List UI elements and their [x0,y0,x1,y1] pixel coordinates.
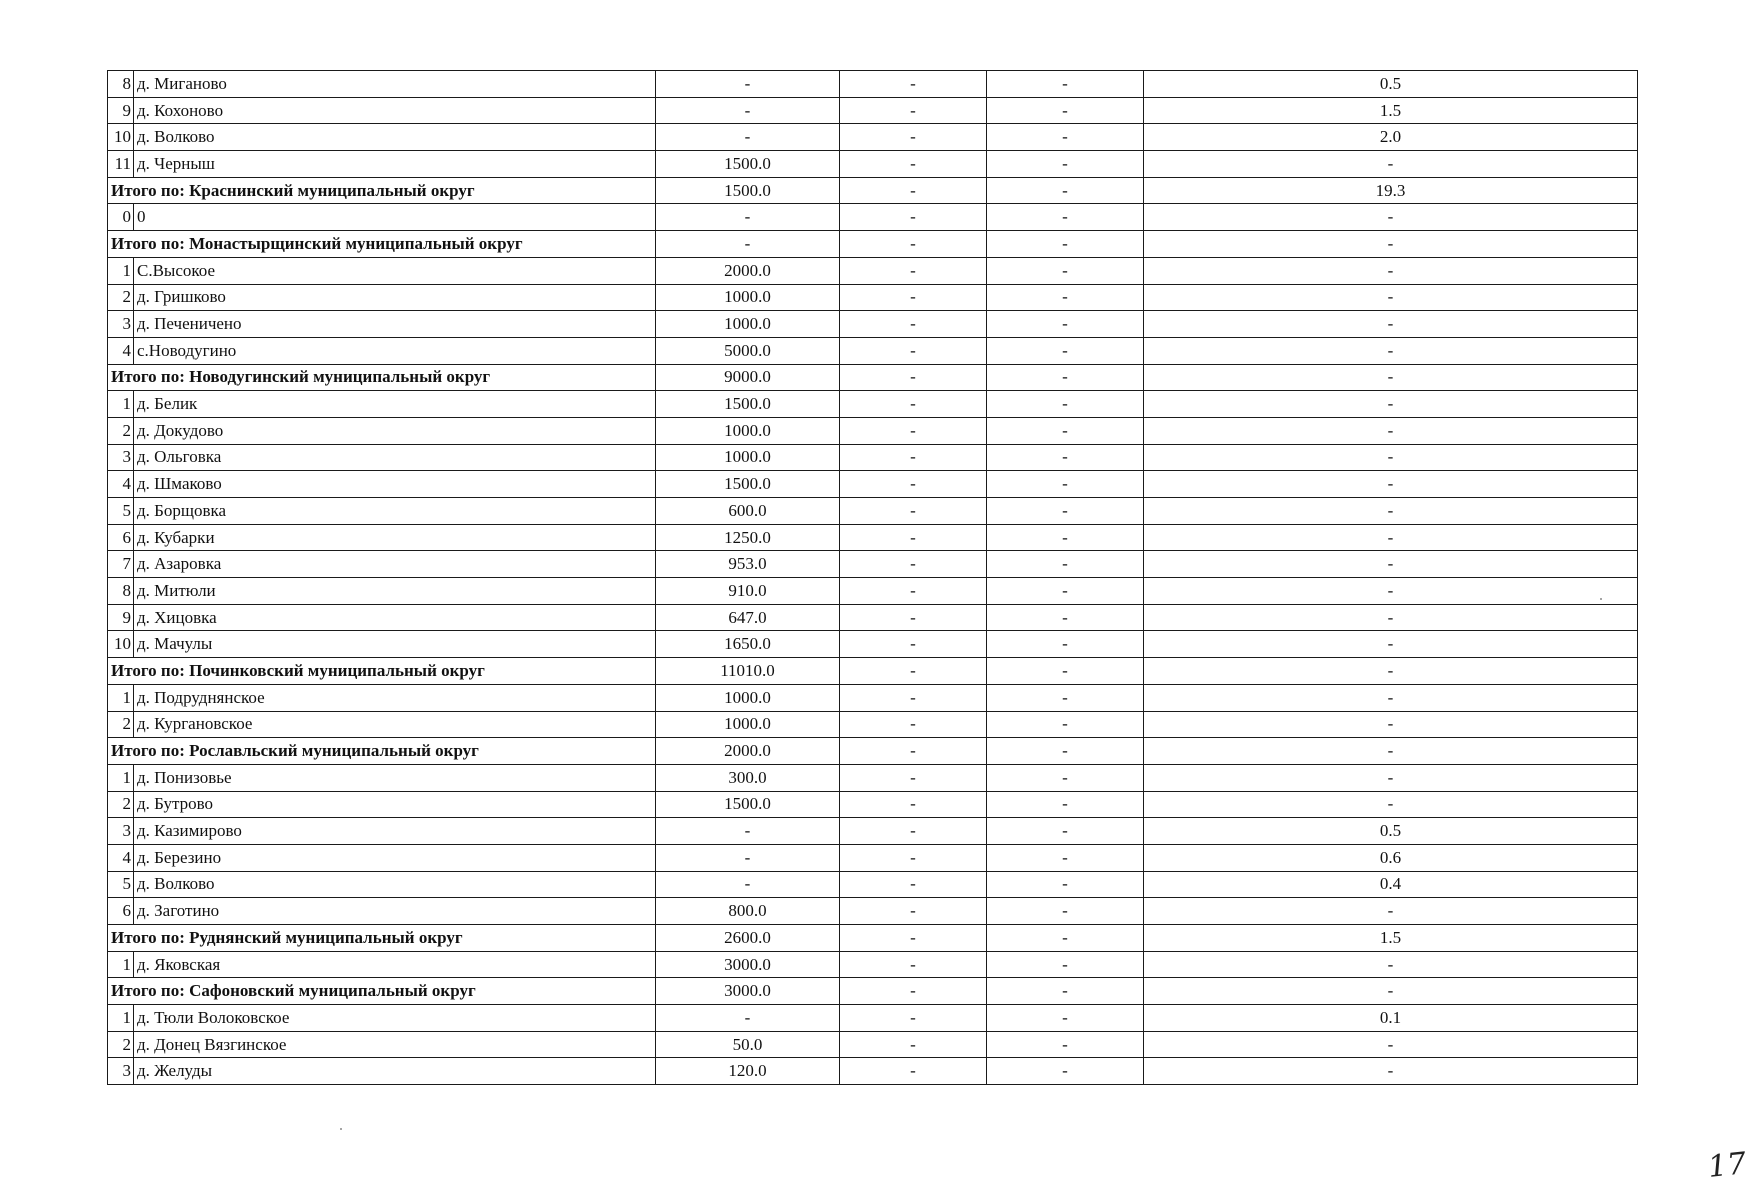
value-cell-2: - [840,551,987,578]
value-cell-3: - [987,818,1144,845]
table-row [108,604,1638,631]
value-cell-1: 300.0 [656,764,840,791]
value-cell-1: - [656,231,840,258]
value-cell-3: - [987,711,1144,738]
value-cell-1: 11010.0 [656,658,840,685]
settlement-name-cell: д. Докудово [134,417,656,444]
table-row [108,524,1638,551]
row-number-cell: 3 [108,818,134,845]
value-cell-4: 0.5 [1144,71,1638,98]
settlement-name-cell: 0 [134,204,656,231]
value-cell-4: 2.0 [1144,124,1638,151]
value-cell-4: - [1144,631,1638,658]
settlement-name-cell: д. Кургановское [134,711,656,738]
row-number-cell: 5 [108,498,134,525]
row-number-cell: 1 [108,391,134,418]
settlement-name-cell: д. Миганово [134,71,656,98]
value-cell-4: - [1144,738,1638,765]
total-row [108,978,1638,1005]
value-cell-1: 1000.0 [656,284,840,311]
value-cell-3: - [987,871,1144,898]
value-cell-1: - [656,71,840,98]
value-cell-1: 647.0 [656,604,840,631]
table-row [108,284,1638,311]
value-cell-4: - [1144,151,1638,178]
value-cell-2: - [840,337,987,364]
data-table [107,70,1638,1085]
value-cell-2: - [840,844,987,871]
row-number-cell: 8 [108,71,134,98]
table-row [108,898,1638,925]
table-row [108,1031,1638,1058]
table-row [108,444,1638,471]
value-cell-3: - [987,631,1144,658]
value-cell-2: - [840,604,987,631]
value-cell-4: - [1144,444,1638,471]
total-row [108,925,1638,952]
value-cell-1: 120.0 [656,1058,840,1085]
page-number: 17 [1706,1146,1748,1185]
value-cell-4: - [1144,951,1638,978]
table-row [108,551,1638,578]
value-cell-3: - [987,471,1144,498]
value-cell-3: - [987,898,1144,925]
value-cell-3: - [987,738,1144,765]
row-number-cell: 1 [108,951,134,978]
value-cell-2: - [840,738,987,765]
value-cell-1: 800.0 [656,898,840,925]
value-cell-4: - [1144,231,1638,258]
table-row [108,764,1638,791]
value-cell-4: 19.3 [1144,177,1638,204]
table-row [108,337,1638,364]
settlement-name-cell: д. Яковская [134,951,656,978]
value-cell-2: - [840,524,987,551]
row-number-cell: 2 [108,1031,134,1058]
settlement-name-cell: д. Волково [134,871,656,898]
row-number-cell: 3 [108,311,134,338]
total-row [108,177,1638,204]
value-cell-1: 3000.0 [656,951,840,978]
row-number-cell: 4 [108,337,134,364]
settlement-name-cell: С.Высокое [134,257,656,284]
value-cell-3: - [987,1058,1144,1085]
row-number-cell: 7 [108,551,134,578]
table-row [108,631,1638,658]
table-row [108,1005,1638,1032]
settlement-name-cell: д. Волково [134,124,656,151]
value-cell-2: - [840,151,987,178]
value-cell-2: - [840,391,987,418]
value-cell-2: - [840,1058,987,1085]
row-number-cell: 5 [108,871,134,898]
total-row [108,738,1638,765]
value-cell-1: 1500.0 [656,471,840,498]
value-cell-3: - [987,1005,1144,1032]
value-cell-1: 1000.0 [656,417,840,444]
value-cell-4: - [1144,978,1638,1005]
value-cell-2: - [840,818,987,845]
value-cell-4: 0.1 [1144,1005,1638,1032]
value-cell-3: - [987,391,1144,418]
row-number-cell: 10 [108,631,134,658]
value-cell-2: - [840,231,987,258]
value-cell-3: - [987,764,1144,791]
value-cell-4: - [1144,284,1638,311]
value-cell-4: 1.5 [1144,925,1638,952]
settlement-name-cell: д. Борщовка [134,498,656,525]
settlement-name-cell: д. Бутрово [134,791,656,818]
value-cell-3: - [987,231,1144,258]
value-cell-3: - [987,151,1144,178]
value-cell-3: - [987,684,1144,711]
scan-speck [340,1128,342,1130]
table-row [108,204,1638,231]
table-row [108,791,1638,818]
value-cell-2: - [840,871,987,898]
value-cell-4: - [1144,898,1638,925]
value-cell-1: - [656,871,840,898]
value-cell-2: - [840,711,987,738]
value-cell-4: - [1144,417,1638,444]
table-row [108,257,1638,284]
value-cell-2: - [840,498,987,525]
settlement-name-cell: д. Митюли [134,578,656,605]
value-cell-4: - [1144,337,1638,364]
value-cell-4: - [1144,1031,1638,1058]
row-number-cell: 9 [108,97,134,124]
table-row [108,498,1638,525]
value-cell-2: - [840,631,987,658]
settlement-name-cell: д. Казимирово [134,818,656,845]
row-number-cell: 11 [108,151,134,178]
settlement-name-cell: д. Азаровка [134,551,656,578]
row-number-cell: 4 [108,844,134,871]
table-row [108,578,1638,605]
settlement-name-cell: д. Мачулы [134,631,656,658]
table-row [108,871,1638,898]
value-cell-4: - [1144,578,1638,605]
value-cell-1: 953.0 [656,551,840,578]
total-label-cell: Итого по: Сафоновский муниципальный округ [108,978,656,1005]
table-row [108,71,1638,98]
value-cell-1: 1000.0 [656,711,840,738]
value-cell-4: - [1144,257,1638,284]
value-cell-2: - [840,124,987,151]
value-cell-2: - [840,177,987,204]
value-cell-4: - [1144,1058,1638,1085]
value-cell-4: - [1144,658,1638,685]
settlement-name-cell: д. Гришково [134,284,656,311]
value-cell-4: - [1144,391,1638,418]
row-number-cell: 1 [108,257,134,284]
value-cell-2: - [840,417,987,444]
table-row [108,471,1638,498]
table-row [108,684,1638,711]
value-cell-1: - [656,124,840,151]
total-label-cell: Итого по: Монастырщинский муниципальный округ [108,231,656,258]
table-row [108,711,1638,738]
value-cell-4: - [1144,471,1638,498]
total-row [108,364,1638,391]
settlement-name-cell: д. Донец Вязгинское [134,1031,656,1058]
settlement-name-cell: д. Хицовка [134,604,656,631]
value-cell-3: - [987,444,1144,471]
value-cell-1: 3000.0 [656,978,840,1005]
value-cell-4: - [1144,204,1638,231]
table-row [108,951,1638,978]
value-cell-3: - [987,925,1144,952]
value-cell-4: - [1144,311,1638,338]
value-cell-2: - [840,684,987,711]
value-cell-3: - [987,204,1144,231]
value-cell-4: - [1144,791,1638,818]
total-label-cell: Итого по: Рославльский муниципальный округ [108,738,656,765]
total-label-cell: Итого по: Новодугинский муниципальный округ [108,364,656,391]
value-cell-3: - [987,791,1144,818]
row-number-cell: 8 [108,578,134,605]
value-cell-1: 2000.0 [656,738,840,765]
row-number-cell: 1 [108,684,134,711]
value-cell-3: - [987,951,1144,978]
value-cell-3: - [987,311,1144,338]
settlement-name-cell: д. Понизовье [134,764,656,791]
value-cell-3: - [987,551,1144,578]
value-cell-3: - [987,604,1144,631]
value-cell-3: - [987,844,1144,871]
value-cell-4: - [1144,604,1638,631]
settlement-name-cell: д. Тюли Волоковское [134,1005,656,1032]
settlement-name-cell: д. Березино [134,844,656,871]
value-cell-2: - [840,658,987,685]
value-cell-1: 1500.0 [656,151,840,178]
settlement-name-cell: д. Кохоново [134,97,656,124]
row-number-cell: 1 [108,764,134,791]
value-cell-2: - [840,925,987,952]
row-number-cell: 6 [108,898,134,925]
value-cell-1: - [656,97,840,124]
value-cell-2: - [840,578,987,605]
value-cell-3: - [987,177,1144,204]
value-cell-4: 0.4 [1144,871,1638,898]
value-cell-1: 910.0 [656,578,840,605]
row-number-cell: 9 [108,604,134,631]
value-cell-1: - [656,1005,840,1032]
settlement-name-cell: с.Новодугино [134,337,656,364]
row-number-cell: 1 [108,1005,134,1032]
row-number-cell: 3 [108,1058,134,1085]
row-number-cell: 2 [108,284,134,311]
value-cell-4: 0.5 [1144,818,1638,845]
total-label-cell: Итого по: Руднянский муниципальный округ [108,925,656,952]
value-cell-4: - [1144,711,1638,738]
settlement-name-cell: д. Кубарки [134,524,656,551]
value-cell-4: - [1144,684,1638,711]
value-cell-3: - [987,124,1144,151]
total-label-cell: Итого по: Починковский муниципальный округ [108,658,656,685]
value-cell-4: 0.6 [1144,844,1638,871]
value-cell-2: - [840,311,987,338]
value-cell-3: - [987,337,1144,364]
value-cell-1: 5000.0 [656,337,840,364]
value-cell-1: - [656,204,840,231]
value-cell-2: - [840,97,987,124]
settlement-name-cell: д. Заготино [134,898,656,925]
settlement-name-cell: д. Печеничено [134,311,656,338]
settlement-name-cell: д. Желуды [134,1058,656,1085]
row-number-cell: 10 [108,124,134,151]
value-cell-1: 1500.0 [656,177,840,204]
value-cell-4: - [1144,524,1638,551]
value-cell-1: 1650.0 [656,631,840,658]
value-cell-1: 2000.0 [656,257,840,284]
table-row [108,417,1638,444]
value-cell-1: 1000.0 [656,311,840,338]
value-cell-2: - [840,791,987,818]
value-cell-2: - [840,1005,987,1032]
value-cell-3: - [987,978,1144,1005]
table-row [108,844,1638,871]
value-cell-3: - [987,498,1144,525]
value-cell-2: - [840,364,987,391]
settlement-name-cell: д. Подруднянское [134,684,656,711]
value-cell-2: - [840,1031,987,1058]
value-cell-2: - [840,71,987,98]
table-body [108,71,1638,1085]
value-cell-1: 1000.0 [656,684,840,711]
row-number-cell: 2 [108,791,134,818]
table-row [108,391,1638,418]
total-row [108,658,1638,685]
row-number-cell: 2 [108,711,134,738]
value-cell-3: - [987,578,1144,605]
value-cell-3: - [987,97,1144,124]
settlement-name-cell: д. Шмаково [134,471,656,498]
settlement-name-cell: д. Черныш [134,151,656,178]
value-cell-2: - [840,951,987,978]
row-number-cell: 2 [108,417,134,444]
value-cell-4: - [1144,764,1638,791]
value-cell-3: - [987,71,1144,98]
row-number-cell: 3 [108,444,134,471]
row-number-cell: 6 [108,524,134,551]
value-cell-1: - [656,844,840,871]
value-cell-1: 1500.0 [656,391,840,418]
value-cell-1: 50.0 [656,1031,840,1058]
value-cell-3: - [987,417,1144,444]
value-cell-1: 9000.0 [656,364,840,391]
value-cell-2: - [840,204,987,231]
value-cell-1: 1250.0 [656,524,840,551]
table-row [108,311,1638,338]
value-cell-2: - [840,257,987,284]
settlement-name-cell: д. Белик [134,391,656,418]
value-cell-3: - [987,658,1144,685]
value-cell-3: - [987,364,1144,391]
value-cell-1: 2600.0 [656,925,840,952]
scan-speck [1600,598,1602,600]
value-cell-4: 1.5 [1144,97,1638,124]
value-cell-2: - [840,898,987,925]
table-row [108,151,1638,178]
value-cell-3: - [987,524,1144,551]
total-label-cell: Итого по: Краснинский муниципальный округ [108,177,656,204]
value-cell-3: - [987,1031,1144,1058]
value-cell-3: - [987,284,1144,311]
settlement-name-cell: д. Ольговка [134,444,656,471]
value-cell-1: 600.0 [656,498,840,525]
value-cell-4: - [1144,364,1638,391]
value-cell-2: - [840,764,987,791]
table-row [108,1058,1638,1085]
total-row [108,231,1638,258]
value-cell-2: - [840,978,987,1005]
row-number-cell: 0 [108,204,134,231]
value-cell-2: - [840,444,987,471]
value-cell-4: - [1144,551,1638,578]
row-number-cell: 4 [108,471,134,498]
value-cell-4: - [1144,498,1638,525]
value-cell-1: 1000.0 [656,444,840,471]
value-cell-2: - [840,284,987,311]
table-row [108,124,1638,151]
value-cell-2: - [840,471,987,498]
value-cell-3: - [987,257,1144,284]
table-row [108,97,1638,124]
table-row [108,818,1638,845]
value-cell-1: 1500.0 [656,791,840,818]
value-cell-1: - [656,818,840,845]
